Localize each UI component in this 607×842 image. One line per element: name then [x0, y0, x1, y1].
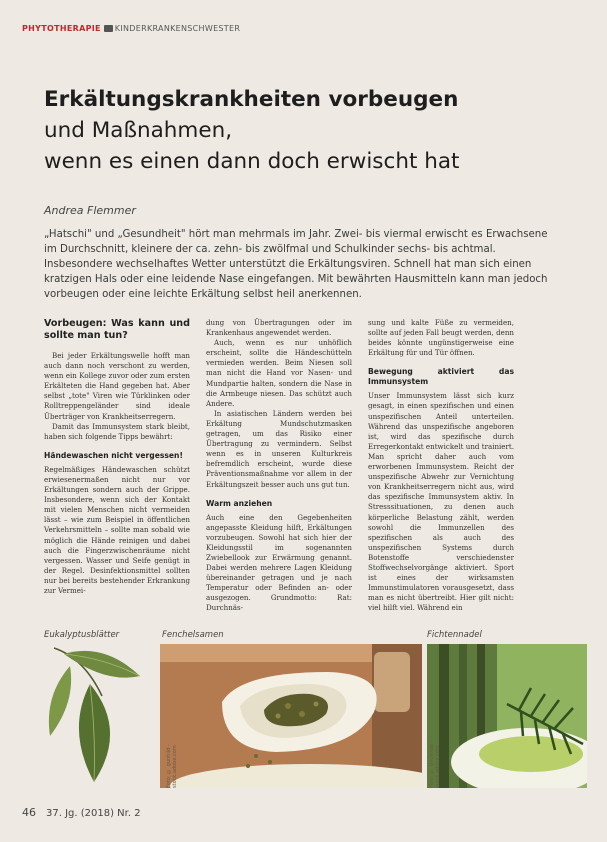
subheading: Bewegung aktiviert das Immunsystem	[368, 367, 514, 387]
paragraph: Damit das Immunsystem stark bleibt, haben sich folgende Tipps bewährt:	[44, 421, 190, 441]
photo-credit: Foto: © Uncleroo - stock.adobe.com	[429, 740, 441, 788]
caption-eucalyptus: Eukalyptusblätter	[44, 630, 120, 640]
photo-credit: Foto: © gunhild - stock.adobe.com	[166, 744, 178, 788]
title-line-3: wenn es einen dann doch erwischt hat	[44, 149, 460, 174]
caption-fennel: Fenchelsamen	[162, 630, 224, 640]
paragraph: sung und kalte Füße zu vermeiden, sollte auf jeden Fall beugt werden, denn beides könnte ungünstigerweise eine Erkältung für und Tür öffnen.	[368, 318, 514, 358]
subheading: Händewaschen nicht vergessen!	[44, 450, 183, 460]
paragraph: Bei jeder Erkältungswelle hofft man auch dann noch verschont zu werden, wenn ein Kollege zuvor oder zum ersten Erkälteten die Hand gegeben hat. Aber selbst „tote" Viren wie Türklinken oder Rolltreppengeländer sind ideale Überträger von Krankheitserregern.	[44, 351, 190, 421]
spruce-twig-icon	[427, 644, 587, 788]
rubric	[22, 24, 240, 33]
article-title	[44, 84, 564, 177]
paragraph: Auch eine den Gegebenheiten angepasste Kleidung hilft, Erkältungen vorzubeugen. Sowohl hat sich hier der Kleidungsstil im sogenannten Zwiebellook zur Erwärmung genannt. Dabei werden mehrere Lagen Kleidung übereinander getragen und je nach Temperatur oder Befinden an- oder ausgezogen. Grundmotto: Rat: Durchnäs-	[206, 512, 352, 613]
title-line-1: Erkältungskrankheiten vorbeugen	[44, 87, 459, 112]
paragraph: Unser Immunsystem lässt sich kurz gesagt, in einen spezifischen und einen unspezifischen Anteil unterteilen. Während das unspezifische angeboren ist, wird das spezifische durch Erregerkontakt entwickelt und trainiert. Man spricht daher auch vom erworbenen Immunsystem. Reicht der unspezifische Abwehr zur Vernichtung von Krankheitserregern nicht aus, wird das spezifische Immunsystem aktiv. In Stresssituationen, zu denen auch körperliche Belastung zählt, werden sowohl die Immunzellen des spezifischen als auch des unspezifischen Systems durch Botenstoffe verschiedenster Stoffwechselvorgänge aktiviert. Sport ist eines der wirksamsten Immunstimulatoren vorausgesetzt, dass man es nicht übertreibt. Hier gilt nicht: viel hilft viel. Während ein	[368, 391, 514, 613]
fennel-seeds-image	[160, 644, 422, 788]
fennel-bowl-icon	[160, 644, 422, 788]
title-line-2: und Maßnahmen,	[44, 118, 233, 143]
camera-icon	[104, 25, 113, 32]
page-number: 46	[22, 806, 36, 819]
column-3	[368, 318, 514, 613]
paragraph: In asiatischen Ländern werden bei Erkältung Mundschutzmasken getragen, um das Risiko einer Übertragung zu vermindern. Selbst wenn es in unseren Kulturkreis befremdlich erscheint, wurde diese Präventionsmaßnahme vor allem in der Erkältungszeit besser auch uns gut tun.	[206, 408, 352, 489]
rubric-topic: KINDERKRANKENSCHWESTER	[114, 24, 241, 33]
paragraph: dung von Übertragungen oder im Krankenhaus angewendet werden.	[206, 318, 352, 338]
issue-info: 37. Jg. (2018) Nr. 2	[46, 808, 141, 819]
lead-paragraph: „Hatschi" und „Gesundheit" hört man mehrmals im Jahr. Zwei- bis viermal erwischt es Erwachsene im Durchschnitt, kleinere der ca. zehn- bis zwölfmal und Schulkinder sechs- bis achtmal. Insbesondere wechselhaftes Wetter unterstützt die Erkältungsviren. Schnell hat man sich einen kratzigen Hals oder eine leidende Nase eingefangen. Mit bewährten Hausmitteln kann man jedoch vorbeugen oder eine leichte Erkältung selbst heil anerkennen.	[44, 229, 548, 300]
paragraph: Auch, wenn es nur unhöflich erscheint, sollte die Händeschütteln vermieden werden. Beim Niesen soll man nicht die Hand vor Nasen- und Mundpartie halten, sondern die Nase in die Armbeuge niesen. Das schützt auch Andere.	[206, 338, 352, 408]
caption-spruce: Fichtennadel	[427, 630, 482, 640]
footer	[22, 806, 141, 819]
eucalyptus-leaves-icon	[44, 644, 148, 788]
subheading: Warm anziehen	[206, 498, 273, 508]
paragraph: Regelmäßiges Händewaschen schützt erwiesenermaßen nicht nur vor Erkältungen sondern auch der Grippe. Insbesondere, wenn sich der Kontakt mit vielen Menschen nicht vermeiden lässt – wie zum Beispiel in öffentlichen Verkehrsmitteln – sollte man sobald wie möglich die Hände reinigen und dabei auch die Fingerzwischenräume nicht vergessen. Wasser und Seife genügt in der Regel. Desinfektionsmittel sollten nur bei bereits bestehender Erkrankung zur Vermei-	[44, 464, 190, 595]
author: Andrea Flemmer	[44, 204, 136, 217]
rubric-section: PHYTOTHERAPIE	[22, 24, 101, 33]
spruce-needle-image	[427, 644, 587, 788]
column-2	[206, 318, 352, 614]
section-heading: Vorbeugen: Was kann und sollte man tun?	[44, 318, 190, 341]
eucalyptus-image	[44, 644, 148, 788]
column-1	[44, 318, 190, 596]
